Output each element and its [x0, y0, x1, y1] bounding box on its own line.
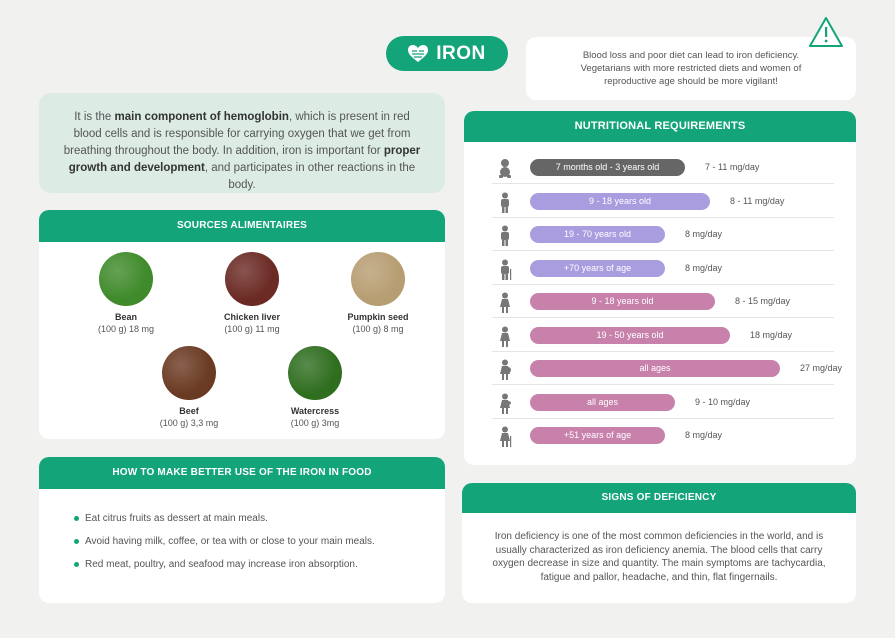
- food-amount: (100 g) 3mg: [290, 418, 340, 428]
- watercress-photo: [288, 346, 342, 400]
- page-title: IRON: [436, 42, 486, 64]
- boy-icon: [497, 192, 513, 214]
- pregnant-woman-icon: [497, 359, 513, 381]
- food-item: [134, 346, 244, 428]
- requirement-value: 8 mg/day: [685, 229, 723, 239]
- elderly-man-icon: [497, 259, 513, 281]
- requirement-value: 8 mg/day: [685, 262, 723, 273]
- intro-box: [39, 93, 445, 193]
- girl-icon: [497, 292, 513, 314]
- requirements-title: NUTRITIONAL REQUIREMENTS: [464, 111, 856, 142]
- signs-title: SIGNS OF DEFICIENCY: [462, 483, 856, 513]
- howto-list: [39, 489, 445, 570]
- warning-box: [526, 37, 856, 100]
- requirement-value: 27 mg/day: [800, 363, 843, 373]
- list-item: Eat citrus fruits as dessert at main meals.: [85, 513, 445, 524]
- requirement-value: 9 - 10 mg/day: [695, 396, 751, 407]
- requirement-bar: 9 - 18 years old: [530, 293, 715, 310]
- howto-card: [39, 457, 445, 603]
- requirement-value: 8 - 15 mg/day: [735, 296, 791, 306]
- food-name: Pumpkin seed: [347, 312, 409, 322]
- requirement-value: 7 - 11 mg/day: [705, 162, 760, 172]
- requirement-row: [464, 151, 856, 184]
- food-item: [323, 252, 433, 334]
- heart-icon: [408, 45, 428, 63]
- requirements-card: [464, 111, 856, 465]
- intro-text: It is the: [74, 111, 115, 123]
- requirement-bar: all ages: [530, 394, 675, 411]
- list-item: Avoid having milk, coffee, or tea with or close to your main meals.: [85, 536, 445, 547]
- requirement-value: 8 - 11 mg/day: [730, 195, 785, 206]
- intro-text: , and participates in other reactions in the body.: [204, 162, 416, 191]
- intro-text: , which is present in red blood cells and is responsible for carrying oxygen that we get from breathing throughout the body. In addition, iron is important for: [63, 111, 411, 157]
- requirement-row: [464, 218, 856, 251]
- food-item: [197, 252, 307, 334]
- signs-card: [462, 483, 856, 603]
- breastfeeding-woman-icon: [497, 393, 513, 415]
- food-item: [260, 346, 370, 428]
- warning-icon: [808, 16, 844, 48]
- food-name: Bean: [114, 312, 137, 322]
- food-amount: (100 g) 8 mg: [352, 324, 404, 334]
- requirement-bar: +51 years of age: [530, 427, 665, 444]
- requirement-row: [464, 185, 856, 218]
- requirement-row: [464, 252, 856, 285]
- beef-photo: [162, 346, 216, 400]
- sources-card: [39, 210, 445, 439]
- sources-title: SOURCES ALIMENTAIRES: [39, 210, 445, 242]
- intro-highlight: proper growth and development: [68, 145, 421, 174]
- food-name: Chicken liver: [223, 312, 281, 322]
- requirement-bar: 7 months old - 3 years old: [530, 159, 685, 176]
- woman-icon: [497, 326, 513, 348]
- food-name: Watercress: [290, 406, 340, 416]
- man-icon: [497, 225, 513, 247]
- pumpkin-seed-photo: [351, 252, 405, 306]
- requirement-row: [464, 319, 856, 352]
- elderly-woman-icon: [497, 426, 513, 448]
- warning-text: Blood loss and poor diet can lead to iron deficiency. Vegetarians with more restricted diets and women of reproductive age should be more vigilant!: [580, 50, 802, 87]
- food-amount: (100 g) 18 mg: [97, 324, 155, 334]
- howto-title: HOW TO MAKE BETTER USE OF THE IRON IN FOOD: [39, 457, 445, 489]
- bean-photo: [99, 252, 153, 306]
- requirement-value: 8 mg/day: [685, 430, 723, 440]
- food-name: Beef: [179, 406, 199, 416]
- requirement-row: [464, 419, 856, 452]
- list-item: Red meat, poultry, and seafood may increase iron absorption.: [85, 559, 445, 570]
- baby-icon: [497, 158, 513, 180]
- title-pill: [386, 36, 508, 71]
- requirement-bar: 19 - 70 years old: [530, 226, 665, 243]
- food-item: [71, 252, 181, 334]
- food-amount: (100 g) 3,3 mg: [159, 418, 219, 428]
- requirement-bar: all ages: [530, 360, 780, 377]
- intro-highlight: main component of hemoglobin: [114, 111, 289, 123]
- chicken-liver-photo: [225, 252, 279, 306]
- requirement-bar: +70 years of age: [530, 260, 665, 277]
- requirement-bar: 19 - 50 years old: [530, 327, 730, 344]
- food-amount: (100 g) 11 mg: [224, 324, 280, 334]
- signs-text: Iron deficiency is one of the most common deficiencies in the world, and is usually characterized as iron deficiency anemia. The blood cells that carry oxygen decrease in size and quantity. The main symptoms are tachycardia, fatigue and pallor, headache, and thin, flat fingernails.: [492, 531, 826, 583]
- requirement-bar: 9 - 18 years old: [530, 193, 710, 210]
- requirement-value: 18 mg/day: [750, 329, 793, 340]
- requirement-row: [464, 352, 856, 385]
- requirement-row: [464, 386, 856, 419]
- requirement-row: [464, 285, 856, 318]
